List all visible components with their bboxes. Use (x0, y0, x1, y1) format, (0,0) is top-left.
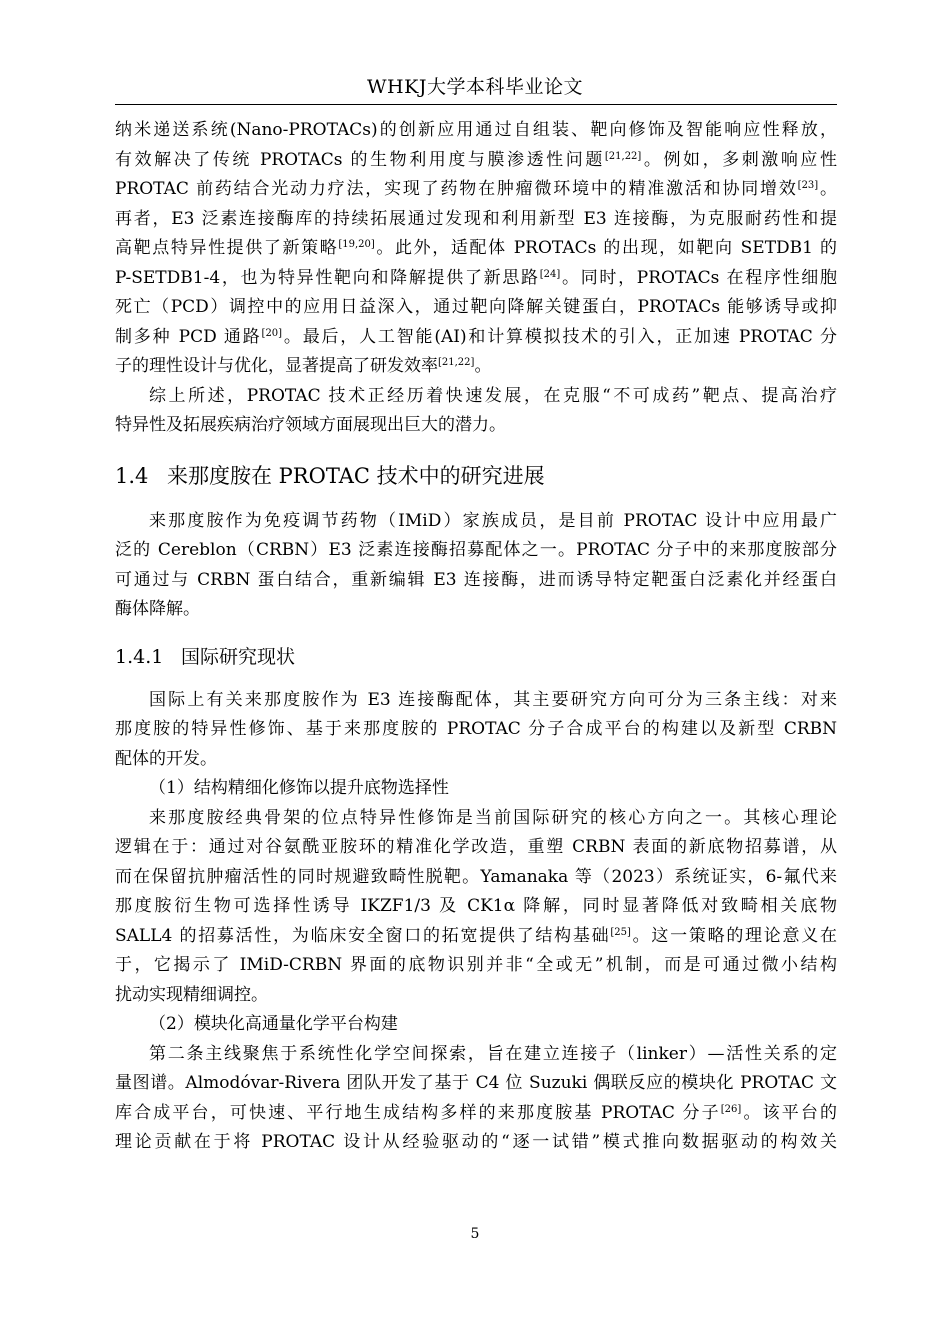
section-number: 1.4 (115, 463, 149, 488)
text-line: 国际上有关来那度胺作为 E3 连接酶配体，其主要研究方向可分为三条主线：对来 (149, 689, 837, 710)
section-heading-1-4 (115, 461, 837, 491)
text-line: 第二条主线聚焦于系统性化学空间探索，旨在建立连接子（linker）—活性关系的定 (149, 1043, 837, 1064)
text-line: PROTAC 前药结合光动力疗法，实现了药物在肿瘤微环境中的精准激活和协同增效[23]。 (115, 179, 838, 199)
text-line: 综上所述，PROTAC 技术正经历着快速发展，在克服“不可成药”靶点、提高治疗 (149, 385, 837, 406)
text-line: 那度胺的特异性修饰、基于来那度胺的 PROTAC 分子合成平台的构建以及新型 CRBN (115, 719, 837, 739)
section-number: 1.4.1 (115, 645, 164, 668)
text-line: SALL4 的招募活性，为临床安全窗口的拓宽提供了结构基础[25]。这一策略的理论意义在 (115, 925, 837, 946)
text-line: 死亡（PCD）调控中的应用日益深入，通过靶向降解关键蛋白，PROTACs 能够诱导或抑 (115, 297, 837, 317)
text-line: 理论贡献在于将 PROTAC 设计从经验驱动的“逐一试错”模式推向数据驱动的构效关 (115, 1132, 837, 1152)
text-line: 那度胺衍生物可选择性诱导 IKZF1/3 及 CK1α 降解，同时显著降低对致畸相关底物 (115, 896, 837, 916)
text-line: 有效解决了传统 PROTACs 的生物利用度与膜渗透性问题[21,22]。例如，多刺激响应性 (115, 149, 838, 170)
citation: [25] (610, 926, 631, 938)
text-line: 扰动实现精细调控。 (115, 984, 268, 1005)
text-line: P-SETDB1-4，也为特异性靶向和降解提供了新思路[24]。同时，PROTACs 在程序性细胞 (115, 267, 837, 288)
text-line: 而在保留抗肿瘤活性的同时规避致畸性脱靶。Yamanaka 等（2023）系统证实，6-氟代来 (115, 866, 837, 887)
text-line: 来那度胺经典骨架的位点特异性修饰是当前国际研究的核心方向之一。其核心理论 (149, 807, 837, 828)
text-line: 泛的 Cereblon（CRBN）E3 泛素连接酶招募配体之一。PROTAC 分子中的来那度胺部分 (115, 540, 837, 560)
text-line: 于，它揭示了 IMiD-CRBN 界面的底物识别并非“全或无”机制，而是可通过微小结构 (115, 955, 837, 975)
text-line: 量图谱。Almodóvar-Rivera 团队开发了基于 C4 位 Suzuki 偶联反应的模块化 PROTAC 文 (115, 1073, 837, 1093)
running-header: WHKJ大学本科毕业论文 (367, 76, 583, 98)
paragraph-lenalidomide-intro (115, 507, 837, 625)
page-body (115, 116, 837, 1158)
text-line: 再者，E3 泛素连接酶库的持续拓展通过发现和利用新型 E3 连接酶，为克服耐药性和提 (115, 208, 837, 229)
text-line: 逻辑在于：通过对谷氨酰亚胺环的精准化学改造，重塑 CRBN 表面的新底物招募谱，从 (115, 837, 837, 857)
citation: [21,22] (604, 150, 642, 162)
paragraph-international-overview (115, 686, 837, 775)
text-line: 子的理性设计与优化，显著提高了研发效率[21,22]。 (115, 356, 492, 376)
text-line: 配体的开发。 (115, 748, 217, 769)
citation: [19,20] (338, 239, 375, 250)
paragraph-modular-platform (115, 1040, 837, 1158)
subheading-structure-modification: （1）结构精细化修饰以提升底物选择性 (149, 778, 449, 798)
paragraph-nano-protacs (115, 116, 837, 382)
text-line: 纳米递送系统(Nano-PROTACs)的创新应用通过自组装、靶向修饰及智能响应性释放， (115, 120, 837, 140)
text-line: 酶体降解。 (115, 599, 200, 619)
header-rule (115, 104, 837, 105)
section-title: 国际研究现状 (181, 645, 296, 668)
text-line: 高靶点特异性提供了新策略[19,20]。此外，适配体 PROTACs 的出现，如靶向 SETDB1 的 (115, 238, 838, 258)
text-line: 特异性及拓展疾病治疗领域方面展现出巨大的潜力。 (115, 415, 506, 435)
citation: [24] (539, 268, 561, 280)
citation: [26] (720, 1103, 742, 1115)
citation: [20] (261, 327, 283, 339)
section-title: 来那度胺在 PROTAC 技术中的研究进展 (167, 463, 545, 488)
page-number: 5 (470, 1226, 480, 1242)
text-line: 制多种 PCD 通路[20]。最后，人工智能(AI)和计算模拟技术的引入，正加速 PROTAC 分 (115, 326, 837, 347)
paragraph-summary (115, 382, 837, 441)
citation: [23] (797, 180, 819, 191)
text-line: 可通过与 CRBN 蛋白结合，重新编辑 E3 连接酶，进而诱导特定靶蛋白泛素化并经蛋白 (115, 569, 837, 590)
section-heading-1-4-1 (115, 642, 837, 672)
paragraph-structure-modification (115, 804, 837, 1011)
text-line: 库合成平台，可快速、平行地生成结构多样的来那度胺基 PROTAC 分子[26]。该平台的 (115, 1102, 837, 1123)
text-line: 来那度胺作为免疫调节药物（IMiD）家族成员，是目前 PROTAC 设计中应用最广 (149, 510, 837, 531)
subheading-modular-platform: （2）模块化高通量化学平台构建 (149, 1014, 398, 1034)
citation: [21,22] (438, 357, 475, 368)
